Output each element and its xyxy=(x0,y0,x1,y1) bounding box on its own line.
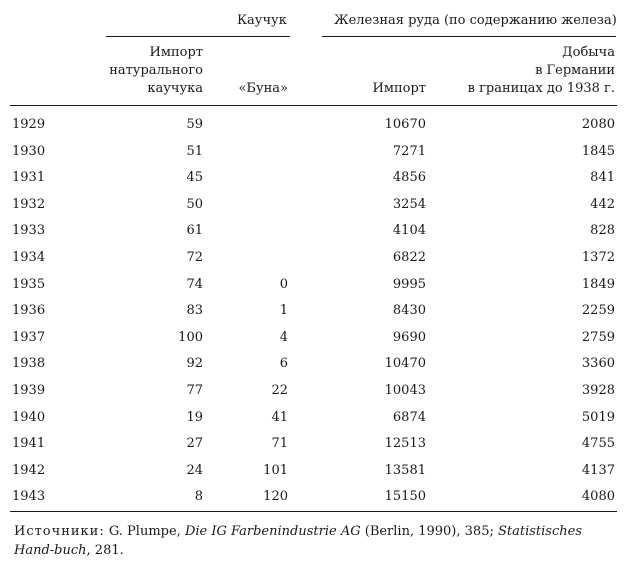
cell-natural-import: 83 xyxy=(186,303,203,318)
source-book2-title: Statistisches Hand-buch xyxy=(14,524,582,558)
cell-year: 1931 xyxy=(12,170,46,185)
cell-natural-import: 27 xyxy=(186,436,203,451)
cell-year: 1937 xyxy=(12,330,46,345)
cell-mining: 841 xyxy=(590,170,615,185)
cell-year: 1930 xyxy=(12,144,46,159)
cell-buna: 4 xyxy=(279,330,288,345)
col-header-mining-line1: Добыча xyxy=(562,45,615,60)
group-header-rubber: Каучук xyxy=(237,13,287,28)
cell-year: 1936 xyxy=(12,303,46,318)
group-header-iron-ore: Железная руда (по содержанию железа) xyxy=(334,13,617,28)
source-book-title-ig: IG xyxy=(211,524,227,539)
cell-buna: 6 xyxy=(279,356,288,371)
cell-iron-import: 3254 xyxy=(392,197,426,212)
cell-mining: 1849 xyxy=(581,277,615,292)
cell-iron-import: 6874 xyxy=(392,410,426,425)
cell-mining: 442 xyxy=(590,197,615,212)
cell-mining: 4080 xyxy=(581,489,615,504)
cell-year: 1932 xyxy=(12,197,46,212)
iron-group-rule xyxy=(322,36,616,37)
cell-natural-import: 74 xyxy=(186,277,203,292)
cell-natural-import: 59 xyxy=(186,117,203,132)
cell-mining: 828 xyxy=(590,223,615,238)
cell-buna: 22 xyxy=(271,383,288,398)
cell-buna: 1 xyxy=(279,303,288,318)
source-book-title-ag: AG xyxy=(340,524,361,539)
cell-iron-import: 9690 xyxy=(392,330,426,345)
rubber-group-rule xyxy=(106,36,290,37)
cell-natural-import: 100 xyxy=(178,330,203,345)
cell-iron-import: 8430 xyxy=(392,303,426,318)
cell-natural-import: 61 xyxy=(186,223,203,238)
header-bottom-rule xyxy=(10,105,617,106)
cell-year: 1943 xyxy=(12,489,46,504)
source-text-2: (Berlin, 1990), 385; xyxy=(360,524,498,539)
cell-buna: 101 xyxy=(263,463,288,478)
cell-iron-import: 9995 xyxy=(392,277,426,292)
cell-year: 1942 xyxy=(12,463,46,478)
cell-mining: 2080 xyxy=(581,117,615,132)
table-bottom-rule xyxy=(10,511,617,512)
source-label: Источники: xyxy=(14,524,105,539)
cell-natural-import: 45 xyxy=(186,170,203,185)
col-header-natural-import-line3: каучука xyxy=(147,81,203,96)
cell-buna: 0 xyxy=(279,277,288,292)
cell-mining: 5019 xyxy=(581,410,615,425)
cell-natural-import: 19 xyxy=(186,410,203,425)
cell-year: 1935 xyxy=(12,277,46,292)
cell-natural-import: 50 xyxy=(186,197,203,212)
cell-mining: 3928 xyxy=(581,383,615,398)
cell-mining: 4755 xyxy=(581,436,615,451)
cell-iron-import: 7271 xyxy=(392,144,426,159)
cell-year: 1934 xyxy=(12,250,46,265)
cell-buna: 71 xyxy=(271,436,288,451)
cell-natural-import: 24 xyxy=(186,463,203,478)
cell-year: 1941 xyxy=(12,436,46,451)
cell-iron-import: 4104 xyxy=(392,223,426,238)
cell-iron-import: 4856 xyxy=(392,170,426,185)
col-header-natural-import-line2: натурального xyxy=(109,63,203,78)
cell-natural-import: 72 xyxy=(186,250,203,265)
cell-iron-import: 10470 xyxy=(384,356,426,371)
cell-year: 1939 xyxy=(12,383,46,398)
col-header-mining-line3: в границах до 1938 г. xyxy=(467,81,615,96)
cell-iron-import: 12513 xyxy=(384,436,426,451)
cell-buna: 120 xyxy=(263,489,288,504)
cell-iron-import: 10043 xyxy=(384,383,426,398)
cell-year: 1940 xyxy=(12,410,46,425)
cell-mining: 1845 xyxy=(581,144,615,159)
cell-mining: 2259 xyxy=(581,303,615,318)
source-book-title-b: Farbenindustrie xyxy=(226,524,341,539)
source-note xyxy=(14,522,624,560)
source-text-1: G. Plumpe, xyxy=(104,524,185,539)
cell-year: 1929 xyxy=(12,117,46,132)
cell-natural-import: 51 xyxy=(186,144,203,159)
source-book-title-a: Die xyxy=(184,524,212,539)
cell-buna: 41 xyxy=(271,410,288,425)
cell-mining: 2759 xyxy=(581,330,615,345)
cell-natural-import: 77 xyxy=(186,383,203,398)
cell-iron-import: 15150 xyxy=(384,489,426,504)
col-header-natural-import-line1: Импорт xyxy=(149,45,203,60)
cell-natural-import: 92 xyxy=(186,356,203,371)
col-header-iron-import: Импорт xyxy=(372,81,426,96)
cell-mining: 4137 xyxy=(581,463,615,478)
cell-natural-import: 8 xyxy=(194,489,203,504)
cell-year: 1933 xyxy=(12,223,46,238)
cell-iron-import: 6822 xyxy=(392,250,426,265)
cell-iron-import: 13581 xyxy=(384,463,426,478)
cell-iron-import: 10670 xyxy=(384,117,426,132)
col-header-mining-line2: в Германии xyxy=(535,63,615,78)
source-text-3: , 281. xyxy=(86,543,124,558)
col-header-buna: «Буна» xyxy=(238,81,288,96)
cell-mining: 3360 xyxy=(581,356,615,371)
cell-year: 1938 xyxy=(12,356,46,371)
cell-mining: 1372 xyxy=(581,250,615,265)
